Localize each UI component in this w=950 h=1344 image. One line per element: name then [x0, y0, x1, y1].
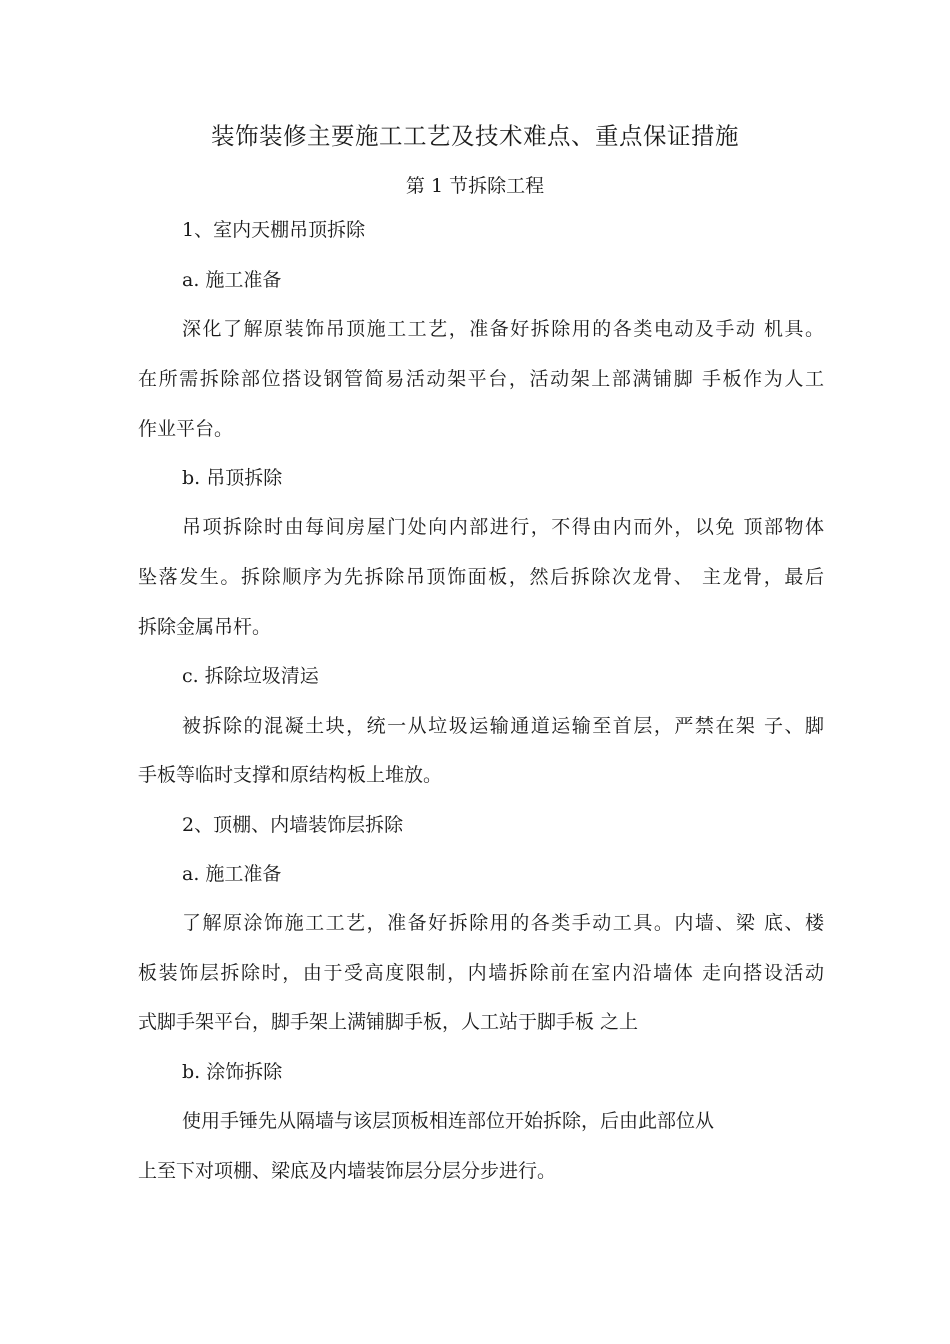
section-heading: 第 1 节拆除工程	[405, 175, 545, 197]
item-heading-c: c. 拆除垃圾清运	[182, 665, 319, 687]
paragraph-line: 了解原涂饰施工工艺，准备好拆除用的各类手动工具。内墙、梁 底、楼	[182, 912, 824, 934]
item-heading-b: b. 吊顶拆除	[182, 467, 283, 489]
paragraph-line: 深化了解原装饰吊顶施工工艺，准备好拆除用的各类电动及手动 机具。	[182, 318, 824, 340]
paragraph-line: 拆除金属吊杆。	[138, 616, 272, 638]
paragraph-line: 板装饰层拆除时，由于受高度限制，内墙拆除前在室内沿墙体 走向搭设活动	[138, 962, 824, 984]
document-title: 装饰装修主要施工工艺及技术难点、重点保证措施	[211, 122, 739, 150]
item-heading-a: a. 施工准备	[182, 863, 282, 885]
paragraph-line: 在所需拆除部位搭设钢管简易活动架平台，活动架上部满铺脚 手板作为人工	[138, 368, 824, 390]
paragraph-line: 上至下对项棚、梁底及内墙装饰层分层分步进行。	[138, 1160, 557, 1182]
item-heading-a: a. 施工准备	[182, 269, 282, 291]
paragraph-line: 被拆除的混凝土块，统一从垃圾运输通道运输至首层，严禁在架 子、脚	[182, 715, 824, 737]
paragraph-line: 作业平台。	[138, 418, 234, 440]
paragraph-line: 手板等临时支撑和原结构板上堆放。	[138, 764, 443, 786]
subheading-2: 2、顶棚、内墙装饰层拆除	[182, 814, 404, 836]
paragraph-line: 坠落发生。拆除顺序为先拆除吊顶饰面板，然后拆除次龙骨、 主龙骨，最后	[138, 566, 824, 588]
paragraph-line: 使用手锤先从隔墙与该层顶板相连部位开始拆除，后由此部位从	[182, 1110, 715, 1132]
subheading-1: 1、室内天棚吊顶拆除	[182, 219, 366, 241]
paragraph-line: 吊项拆除时由每间房屋门处向内部进行，不得由内而外，以免 顶部物体	[182, 516, 824, 538]
paragraph-line: 式脚手架平台，脚手架上满铺脚手板，人工站于脚手板 之上	[138, 1011, 639, 1033]
item-heading-b: b. 涂饰拆除	[182, 1061, 283, 1083]
